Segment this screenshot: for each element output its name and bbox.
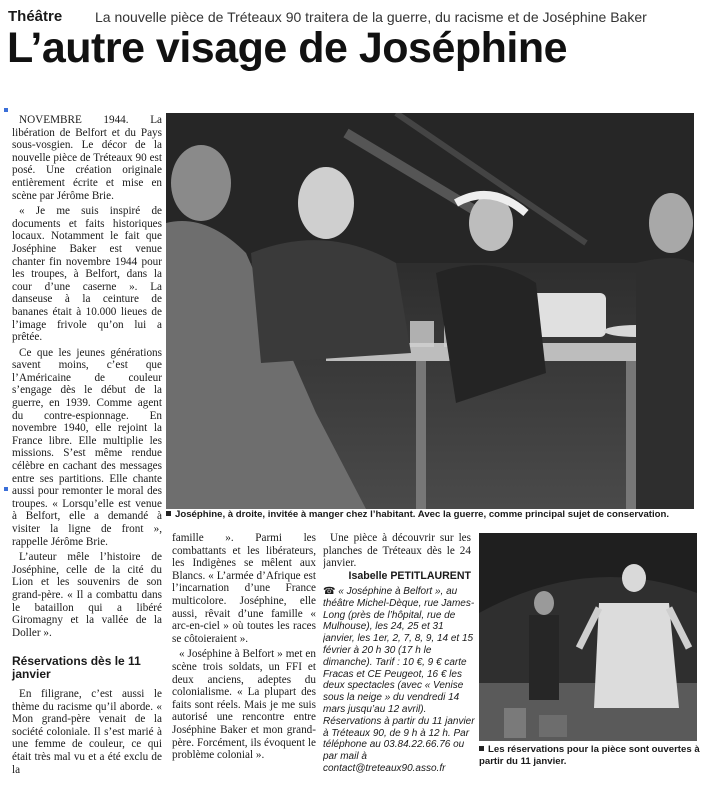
caption-text: Joséphine, à droite, invitée à manger chez l’habitant. Avec la guerre, comme principal sujet de conservation. [175, 509, 670, 520]
reservations-heading: Réservations dès le 11 janvier [12, 654, 141, 681]
caption-bullet-icon [479, 746, 484, 751]
section-kicker: Théâtre [8, 8, 63, 25]
article-column-2 [172, 532, 316, 787]
secondary-photo [479, 533, 697, 741]
stage-scene-illustration [479, 533, 697, 741]
article-subtitle: La nouvelle pièce de Tréteaux 90 traitera de la guerre, du racisme et de Joséphine Baker [95, 9, 647, 25]
phone-icon: ☎ [323, 586, 336, 597]
main-photo [166, 113, 694, 509]
theatre-scene-illustration [166, 113, 694, 509]
article-column-1 [12, 114, 162, 674]
paragraph: « Joséphine à Belfort » met en scène trois soldats, un FFI et deux anciens, adeptes du colonialisme. « La plupart des faits sont réels. Mais je me suis autorisé une rencontre entre Joséphine Baker et mon grand-père. Forcément, ils évoquent le problème colonial ». [172, 648, 316, 762]
caption-bullet-icon [166, 511, 171, 516]
selection-handle[interactable] [4, 108, 8, 112]
article-column-1-continued [12, 688, 162, 783]
paragraph: Une pièce à découvrir sur les planches de Tréteaux dès le 24 janvier. [323, 532, 471, 570]
paragraph: L’auteur mêle l’histoire de Joséphine, celle de la cité du Lion et les souvenirs de son grand-père. « Il a combattu dans le bataillon qui a libéré Giromagny et la vallée de la Doller ». [12, 551, 162, 639]
practical-info-text: « Joséphine à Belfort », au théâtre Michel-Dèque, rue James-Long (près de l’hôpital, rue de Mulhouse), les 24, 25 et 31 janvier, les 1er, 2, 7, 8, 9, 14 et 15 février à 20 h 30 (17 h le dimanche). Tarif : 10 €, 9 € carte Fracas et CE Peugeot, 16 € les deux spectacles (avec « Venise sous la neige » du vendredi 14 mars jusqu’au 12 avril). Réservations à partir du 11 janvier à Tréteaux 90, de 9 h à 12 h. Par téléphone au 03.84.22.66.76 ou par mail à contact@treteaux90.asso.fr [323, 586, 475, 774]
author-byline: Isabelle PETITLAURENT [348, 570, 471, 582]
paragraph: NOVEMBRE 1944. La libération de Belfort et du Pays sous-vosgien. Le décor de la nouvelle pièce de Tréteaux 90 est posé. Une création originale entièrement écrite et mise en scène par Jérôme Brie. [12, 114, 162, 202]
secondary-photo-caption [479, 744, 701, 768]
caption-text: Les réservations pour la pièce sont ouvertes à partir du 11 janvier. [479, 744, 700, 767]
main-photo-caption [166, 509, 694, 521]
selection-handle[interactable] [4, 487, 8, 491]
paragraph: « Je me suis inspiré de documents et faits historiques locaux. Notamment le fait que Joséphine Baker est venue chanter fin novembre 1944 pour les troupes, à Belfort, dans la cour d’une caserne ». La danseuse à la ceinture de bananes était à 10.000 lieues de l’image frivole qu’on lui a prêtée. [12, 205, 162, 344]
paragraph: En filigrane, c’est aussi le thème du racisme qu’il aborde. « Mon grand-père venait de la société coloniale. Il s’est marié à une femme de couleur, ce qui était très mal vu et a été exclu de la [12, 688, 162, 776]
article-headline: L’autre visage de Joséphine [7, 24, 568, 72]
paragraph: Ce que les jeunes générations savent moins, c’est que l’Américaine de couleur s’engage dès le début de la guerre, en 1939. Comme agent du contre-espionnage. En novembre 1940, elle rejoint la France libre. Elle multiplie les missions. S’est même rendue célèbre en cachant des messages entre ses partitions. Elle chante aussi pour remonter le moral des troupes. « Lorsqu’elle est venue à Belfort, elle a demandé à visiter la ligne de front », rappelle Jérôme Brie. [12, 346, 162, 548]
practical-info-box [323, 586, 475, 786]
paragraph: famille ». Parmi les combattants et les libérateurs, les Indigènes se mêlent aux Blancs. « L’armée d’Afrique est l’incarnation d’une France multicolore. Joséphine, elle aussi, rêvait d’une famille « arc-en-ciel » où toutes les races se côtoieraient ». [172, 532, 316, 645]
